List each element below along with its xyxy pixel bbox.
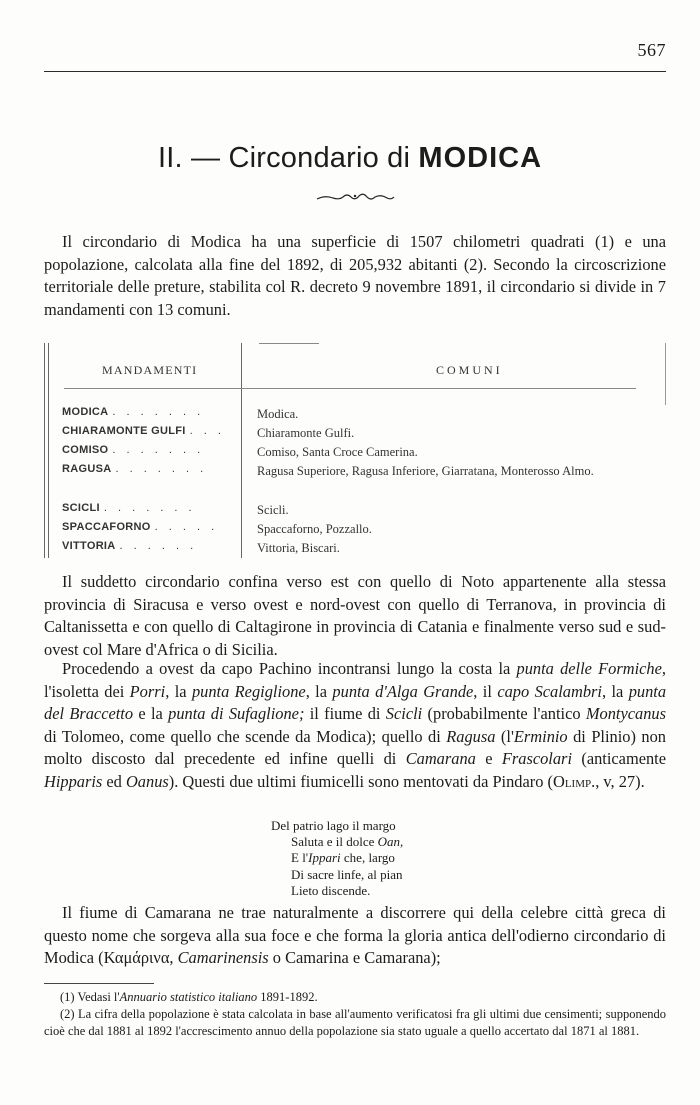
mandamento-name: COMISO . . . . . . .	[62, 444, 205, 456]
place-name: punta del Braccetto	[44, 681, 667, 723]
comuni-list: Ragusa Superiore, Ragusa Inferiore, Giarratana, Monterosso Almo.	[257, 464, 594, 478]
comuni-list: Scicli.	[257, 503, 289, 517]
place-name: Montycanus	[585, 704, 666, 723]
title-ornament	[315, 190, 395, 204]
footnote-1: (1) Vedasi l'Annuario statistico italiano 1891-1892.	[60, 990, 318, 1004]
comuni-list: Chiaramonte Gulfi.	[257, 426, 355, 440]
camarana-paragraph: Il fiume di Camarana ne trae naturalmente a discorrere qui della celebre città greca di questo nome che sorgeva alla sua foce e che forma la gloria antica dell'odierno circondario di Modica (Καμάρινα, Camarinensis o Camarina e Camarana);	[44, 903, 666, 967]
header-mandamenti: MANDAMENTI	[102, 363, 198, 377]
citation: Olimp.	[553, 771, 596, 791]
place-name: capo Scalambri	[497, 681, 602, 701]
header-rule	[44, 71, 666, 72]
place-name: punta Regiglione	[191, 681, 306, 701]
chapter-title-prefix: II. — Circondario di	[157, 142, 411, 174]
mandamenti-table	[44, 343, 666, 558]
comuni-list: Spaccaforno, Pozzallo.	[257, 522, 372, 536]
poem-line: E l'Ippari che, largo	[291, 850, 395, 866]
place-name: Scicli	[385, 704, 423, 723]
header-comuni: COMUNI	[436, 363, 503, 377]
poem-line: Del patrio lago il margo	[271, 818, 396, 833]
greek-name: Καμάρινα	[103, 948, 170, 967]
mandamento-name: CHIARAMONTE GULFI . . .	[62, 425, 225, 437]
chapter-title-place: MODICA	[418, 142, 543, 174]
chapter-title	[0, 142, 700, 175]
comuni-list: Modica.	[257, 407, 299, 421]
table-border	[48, 343, 49, 558]
mandamento-name: MODICA . . . . . . .	[62, 406, 205, 418]
place-name: punta delle Formiche	[516, 659, 662, 678]
poem-line: Saluta e il dolce Oan,	[291, 834, 404, 850]
borders-paragraph: Il suddetto circondario confina verso est con quello di Noto appartenente alla stessa provincia di Siracusa e verso ovest e nord-ovest con quello di Terranova, in provincia di Caltanissetta e con quello di Caltagirone in provincia di Catania e finalmente verso sud e sud-ovest col Mare d'Africa o di Sicilia.	[44, 572, 666, 659]
place-name: Ragusa	[446, 726, 496, 746]
poem-line: Lieto discende.	[291, 882, 371, 898]
place-name: Erminio	[513, 726, 568, 746]
place-name: punta di Sufaglione;	[168, 704, 305, 723]
footnote-rule	[44, 983, 154, 984]
place-name: Hipparis	[44, 771, 103, 791]
table-border	[44, 343, 45, 558]
latin-name: Camarinensis	[177, 948, 269, 967]
place-name: Porri	[129, 681, 166, 701]
pindar-quotation	[271, 818, 403, 899]
mandamento-name: SCICLI . . . . . . .	[62, 502, 196, 514]
table-header-rule	[64, 388, 636, 389]
table-column-divider	[241, 343, 242, 558]
comuni-list: Comiso, Santa Croce Camerina.	[257, 445, 418, 459]
place-name: Oanus	[125, 771, 169, 791]
place-name: Camarana	[405, 749, 476, 768]
footnotes	[44, 989, 666, 1040]
mandamento-name: VITTORIA . . . . . .	[62, 540, 198, 552]
page-number: 567	[637, 40, 666, 60]
footnote-2: (2) La cifra della popolazione è stata calcolata in base all'aumento verificatosi fra gli ultimi due censimenti; supponendo cioè che dal 1881 al 1892 l'accrescimento annuo della popolazione sia stato uguale a quello accertato dal 1871 al 1881.	[44, 1007, 666, 1038]
mandamento-name: RAGUSA . . . . . . .	[62, 463, 208, 475]
place-name: punta d'Alga Grande	[332, 681, 474, 701]
poem-line: Di sacre linfe, al pian	[291, 866, 403, 882]
mandamento-name: SPACCAFORNO . . . . .	[62, 521, 219, 533]
place-name: Frascolari	[501, 749, 572, 768]
coast-paragraph: Procedendo a ovest da capo Pachino incontransi lungo la costa la punta delle Formiche, l'isoletta dei Porri, la punta Regiglione, la punta d'Alga Grande, il capo Scalambri, la punta del Braccetto e la punta di Sufaglione; il fiume di Scicli (probabilmente l'antico Montycanus di Tolomeo, come quello che scende da Modica); quello di Ragusa (l'Erminio di Plinio) non molto discosto dal precedente ed infine quelli di Camarana e Frascolari (anticamente Hipparis ed Oanus). Questi due ultimi fiumicelli sono mentovati da Pindaro (Olimp., v, 27).	[44, 659, 667, 791]
intro-paragraph: Il circondario di Modica ha una superficie di 1507 chilometri quadrati (1) e una popolazione, calcolata alla fine del 1892, di 205,932 abitanti (2). Secondo la circoscrizione territoriale delle preture, stabilita col R. decreto 9 novembre 1891, il circondario si divide in 7 mandamenti con 13 comuni.	[44, 232, 666, 319]
comuni-list: Vittoria, Biscari.	[257, 541, 340, 555]
table-top-rule	[259, 343, 319, 344]
table-border	[665, 343, 666, 405]
